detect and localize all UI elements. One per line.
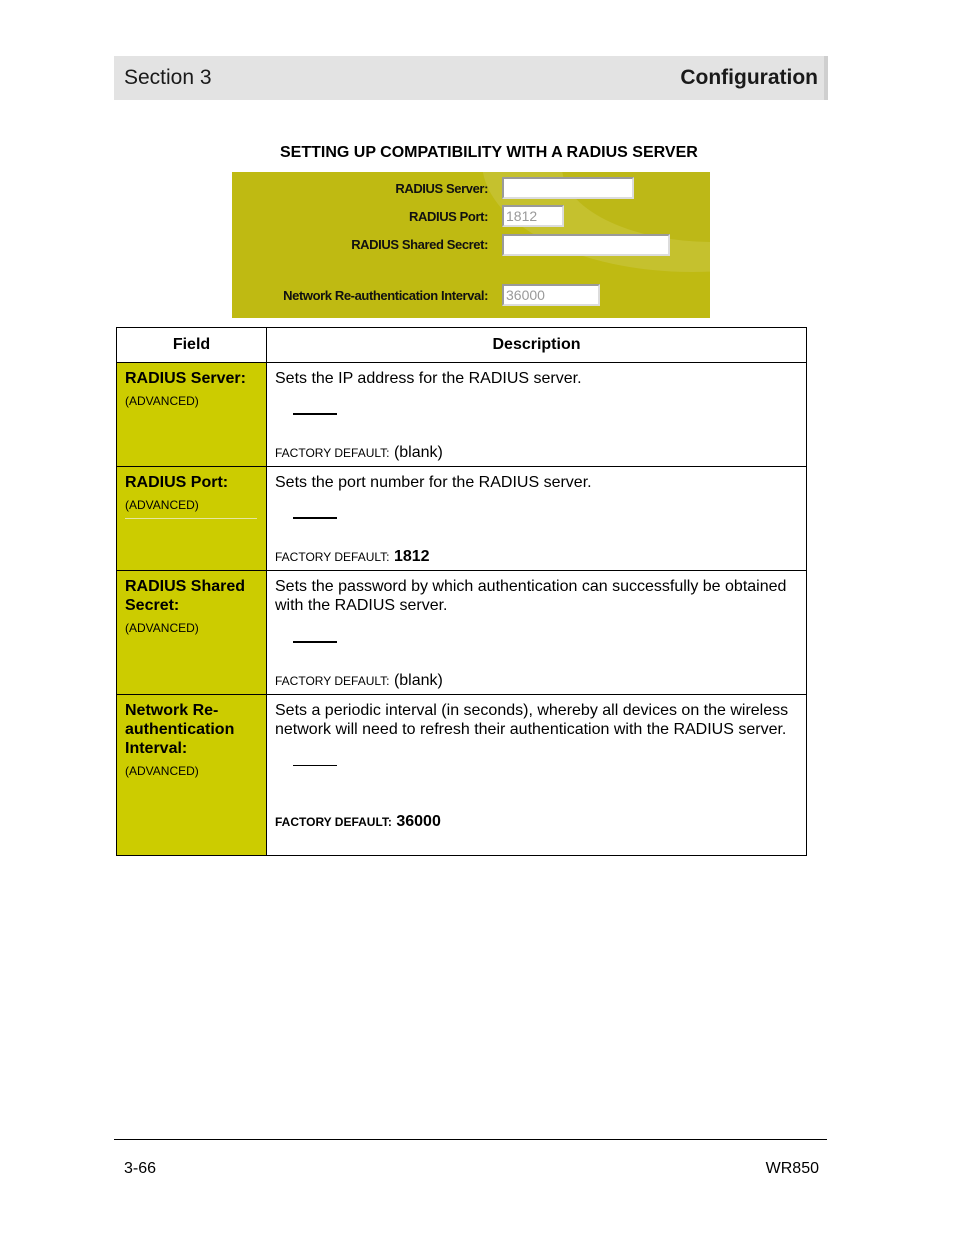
note-rule — [293, 765, 337, 766]
description-cell — [267, 363, 807, 467]
field-divider — [125, 518, 257, 519]
factory-default-label: FACTORY DEFAULT: — [275, 815, 392, 829]
field-name: RADIUS Shared Secret: — [125, 578, 246, 614]
note-rule — [293, 413, 337, 415]
shared-secret-input[interactable] — [502, 234, 670, 256]
factory-default-value: 36000 — [396, 813, 441, 830]
note-rule — [293, 517, 337, 519]
table-header-row — [117, 328, 807, 363]
description-cell — [267, 695, 807, 856]
column-header-description: Description — [267, 328, 807, 363]
factory-default-label: FACTORY DEFAULT: — [275, 674, 390, 688]
shared-secret-label: RADIUS Shared Secret: — [351, 237, 488, 252]
field-cell — [117, 363, 267, 467]
factory-default — [275, 812, 798, 832]
field-level: (ADVANCED) — [125, 764, 199, 778]
field-name: Network Re-authentication Interval: — [125, 702, 235, 757]
column-header-field: Field — [117, 328, 267, 363]
radius-server-input[interactable] — [502, 177, 634, 199]
page-heading: SETTING UP COMPATIBILITY WITH A RADIUS SERVER — [280, 144, 698, 161]
field-level: (ADVANCED) — [125, 498, 199, 512]
footer-rule — [114, 1139, 827, 1140]
factory-default-value: 1812 — [393, 548, 430, 565]
table-row — [117, 695, 807, 856]
radius-server-label: RADIUS Server: — [395, 181, 488, 196]
field-cell — [117, 467, 267, 571]
field-description-table — [116, 327, 807, 856]
product-name: WR850 — [765, 1160, 819, 1177]
description-cell — [267, 467, 807, 571]
note-rule — [293, 641, 337, 643]
field-name: RADIUS Server: — [125, 370, 246, 387]
radius-port-label: RADIUS Port: — [409, 209, 488, 224]
table-row — [117, 467, 807, 571]
field-cell — [117, 695, 267, 856]
reauth-interval-label: Network Re-authentication Interval: — [283, 288, 488, 303]
description-text: Sets the port number for the RADIUS server. — [275, 474, 592, 491]
section-number: Section 3 — [124, 66, 212, 89]
factory-default — [275, 443, 798, 463]
factory-default — [275, 671, 798, 691]
factory-default-value: (blank) — [393, 444, 443, 461]
field-name: RADIUS Port: — [125, 474, 229, 491]
field-level: (ADVANCED) — [125, 394, 199, 408]
description-text: Sets the password by which authentication can successfully be obtained with the RADIUS server. — [275, 578, 787, 614]
description-text: Sets a periodic interval (in seconds), whereby all devices on the wireless network will need to refresh their authentication with the RADIUS server. — [275, 702, 789, 738]
table-row — [117, 363, 807, 467]
radius-form-screenshot — [232, 172, 710, 318]
table-row — [117, 571, 807, 695]
factory-default-value: (blank) — [393, 672, 443, 689]
section-title: Configuration — [680, 66, 818, 89]
page-number: 3-66 — [124, 1160, 157, 1177]
description-text: Sets the IP address for the RADIUS server. — [275, 370, 582, 387]
factory-default-label: FACTORY DEFAULT: — [275, 550, 390, 564]
radius-port-input[interactable]: 1812 — [502, 205, 564, 227]
section-header — [114, 56, 828, 100]
reauth-interval-input[interactable]: 36000 — [502, 284, 600, 306]
field-cell — [117, 571, 267, 695]
description-cell — [267, 571, 807, 695]
field-level: (ADVANCED) — [125, 621, 199, 635]
factory-default-label: FACTORY DEFAULT: — [275, 446, 390, 460]
factory-default — [275, 547, 798, 567]
